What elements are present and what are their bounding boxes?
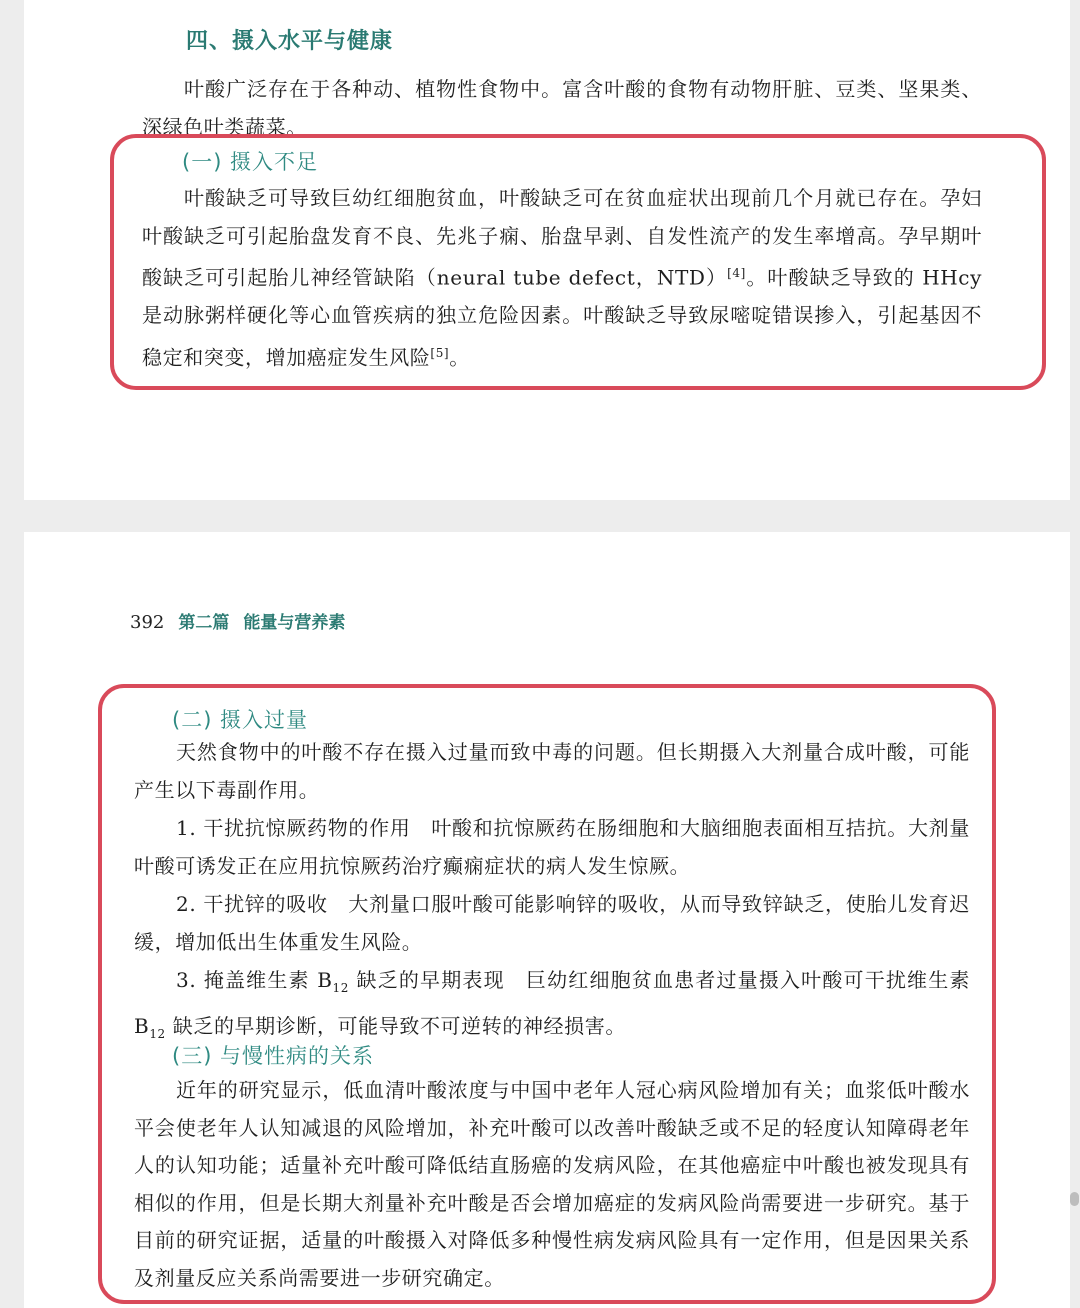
subsection-heading-chronic: (三) 与慢性病的关系	[172, 1044, 375, 1068]
chronic-disease-paragraph: 近年的研究显示，低血清叶酸浓度与中国中老年人冠心病风险增加有关；血浆低叶酸水平会使老年人认知减退的风险增加，补充叶酸可以改善叶酸缺乏或不足的轻度认知障碍老年人的认知功能；适量补充叶酸可降低结直肠癌的发病风险，在其他癌症中叶酸也被发现具有相似的作用，但是长期大剂量补充叶酸是否会增加癌症的发病风险尚需要进一步研究。基于目前的研究证据，适量的叶酸摄入对降低多种慢性病发病风险具有一定作用，但是因果关系及剂量反应关系尚需要进一步研究确定。	[134, 1078, 970, 1290]
item3-text-b: 缺乏的早期表现 巨幼红细胞贫血患者过量摄入叶酸可干扰维生素 B	[134, 968, 970, 1038]
insufficient-paragraph	[142, 180, 982, 377]
insufficient-text-a: 叶酸缺乏可导致巨幼红细胞贫血，叶酸缺乏可在贫血症状出现前几个月就已存在。孕妇叶酸缺乏可引起胎盘发育不良、先兆子痫、胎盘早剥、自发性流产的发生率增高。孕早期叶酸缺乏可引起胎儿神经管缺陷（neural tube defect，NTD）	[142, 186, 982, 290]
section-heading: 四、摄入水平与健康	[186, 29, 394, 54]
intro-paragraph: 叶酸广泛存在于各种动、植物性食物中。富含叶酸的食物有动物肝脏、豆类、坚果类、深绿色叶类蔬菜。	[142, 77, 982, 139]
citation-4: [4]	[727, 266, 746, 280]
subsection-heading-excess: (二) 摄入过量	[172, 708, 309, 732]
item3-subscript-1: 12	[332, 981, 349, 995]
subsection-heading-insufficient: (一) 摄入不足	[182, 150, 319, 174]
item3-subscript-2: 12	[149, 1027, 166, 1041]
item3-text-c: 缺乏的早期诊断，可能导致不可逆转的神经损害。	[165, 1014, 626, 1038]
part-title: 第二篇	[178, 613, 230, 633]
insufficient-text-b: 。叶酸缺乏导致的 HHcy 是动脉粥样硬化等心血管疾病的独立危险因素。叶酸缺乏导致尿嘧啶错误掺入，引起基因不稳定和突变，增加癌症发生风险	[142, 265, 982, 370]
citation-5: [5]	[430, 345, 450, 360]
excess-intro-paragraph: 天然食物中的叶酸不存在摄入过量而致中毒的问题。但长期摄入大剂量合成叶酸，可能产生以下毒副作用。	[134, 740, 970, 802]
excess-item-2: 2. 干扰锌的吸收 大剂量口服叶酸可能影响锌的吸收，从而导致锌缺乏，使胎儿发育迟缓，增加低出生体重发生风险。	[134, 892, 970, 954]
scrollbar-thumb[interactable]	[1070, 1192, 1079, 1206]
insufficient-text-c: 。	[449, 345, 470, 370]
page-number: 392	[130, 612, 165, 633]
running-header	[130, 608, 345, 633]
item3-text-a: 3. 掩盖维生素 B	[176, 968, 333, 992]
part-name: 能量与营养素	[243, 613, 346, 633]
excess-item-1: 1. 干扰抗惊厥药物的作用 叶酸和抗惊厥药在肠细胞和大脑细胞表面相互拮抗。大剂量叶酸可诱发正在应用抗惊厥药治疗癫痫症状的病人发生惊厥。	[134, 816, 970, 878]
